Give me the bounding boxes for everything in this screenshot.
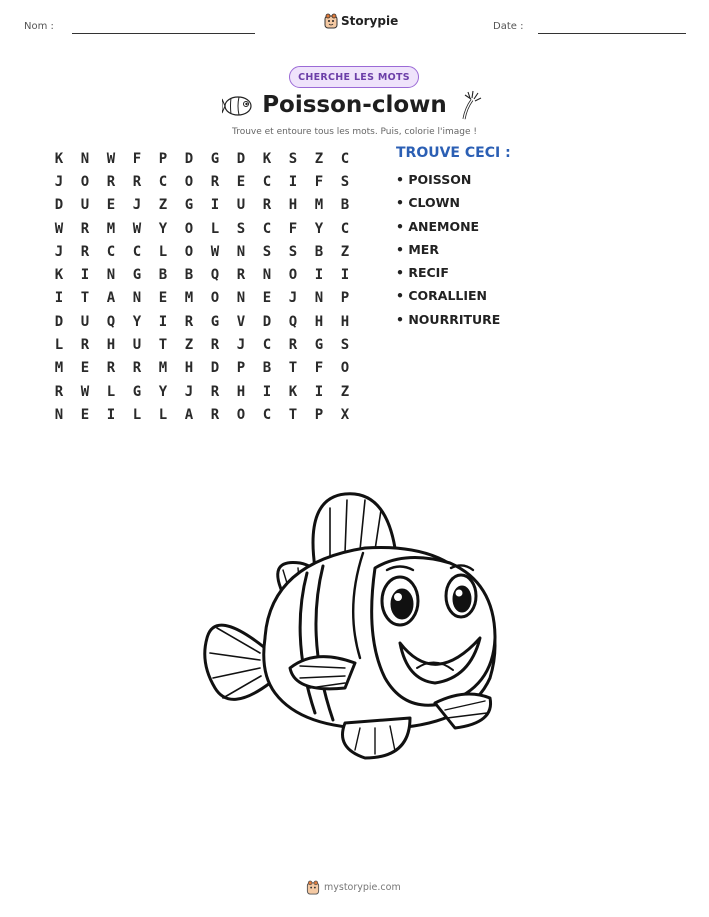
grid-cell[interactable]: L (210, 220, 220, 237)
grid-cell[interactable]: G (210, 150, 220, 167)
grid-cell[interactable]: P (158, 150, 168, 167)
grid-cell[interactable]: Z (340, 243, 350, 260)
grid-cell[interactable]: R (210, 173, 220, 190)
word-list-title: TROUVE CECI : (396, 145, 511, 161)
grid-cell[interactable]: E (236, 173, 246, 190)
grid-cell[interactable]: S (340, 173, 350, 190)
grid-cell[interactable]: K (54, 150, 64, 167)
grid-cell[interactable]: D (54, 313, 64, 330)
grid-cell[interactable]: N (80, 150, 90, 167)
grid-cell[interactable]: I (314, 267, 324, 284)
grid-cell[interactable]: Y (158, 220, 168, 237)
grid-cell[interactable]: N (106, 267, 116, 284)
grid-cell[interactable]: T (158, 337, 168, 354)
grid-cell[interactable]: C (262, 220, 272, 237)
grid-cell[interactable]: U (132, 337, 142, 354)
grid-cell[interactable]: T (288, 360, 298, 377)
brand-name: Storypie (341, 14, 399, 28)
grid-cell[interactable]: O (210, 290, 220, 307)
word-item: • ANEMONE (396, 218, 480, 234)
grid-cell[interactable]: X (340, 406, 350, 423)
grid-cell[interactable]: O (340, 360, 350, 377)
storypie-logo-icon (324, 13, 338, 29)
grid-cell[interactable]: E (262, 290, 272, 307)
footer (306, 880, 401, 895)
date-label: Date : (493, 21, 524, 32)
grid-cell[interactable]: M (54, 360, 64, 377)
grid-cell[interactable]: D (236, 150, 246, 167)
grid-cell[interactable]: B (184, 267, 194, 284)
grid-cell[interactable]: G (184, 197, 194, 214)
grid-cell[interactable]: D (54, 197, 64, 214)
grid-cell[interactable]: C (262, 406, 272, 423)
grid-cell[interactable]: S (236, 220, 246, 237)
grid-cell[interactable]: E (158, 290, 168, 307)
grid-cell[interactable]: E (106, 197, 116, 214)
grid-cell[interactable]: R (262, 197, 272, 214)
grid-cell[interactable]: U (80, 197, 90, 214)
grid-cell[interactable]: M (158, 360, 168, 377)
grid-cell[interactable]: Z (184, 337, 194, 354)
grid-cell[interactable]: J (184, 383, 194, 400)
grid-cell[interactable]: H (288, 197, 298, 214)
word-search-grid[interactable] (46, 147, 358, 427)
word-list (396, 171, 500, 334)
grid-cell[interactable]: R (106, 360, 116, 377)
grid-cell[interactable]: M (106, 220, 116, 237)
page-title: Poisson-clown (262, 92, 447, 118)
grid-cell[interactable]: Z (314, 150, 324, 167)
grid-cell[interactable]: R (236, 267, 246, 284)
grid-cell[interactable]: C (262, 337, 272, 354)
grid-cell[interactable]: O (184, 173, 194, 190)
grid-cell[interactable]: S (288, 243, 298, 260)
grid-cell[interactable]: H (236, 383, 246, 400)
grid-cell[interactable]: Y (314, 220, 324, 237)
grid-cell[interactable]: E (80, 406, 90, 423)
grid-cell[interactable]: N (54, 406, 64, 423)
grid-cell[interactable]: D (262, 313, 272, 330)
grid-cell[interactable]: R (80, 243, 90, 260)
grid-cell[interactable]: S (288, 150, 298, 167)
grid-cell[interactable]: P (340, 290, 350, 307)
grid-cell[interactable]: F (288, 220, 298, 237)
grid-cell[interactable]: C (106, 243, 116, 260)
grid-cell[interactable]: Q (288, 313, 298, 330)
grid-cell[interactable]: F (132, 150, 142, 167)
clownfish-coloring-illustration[interactable] (195, 488, 515, 768)
grid-cell[interactable]: L (158, 243, 168, 260)
grid-cell[interactable]: W (106, 150, 116, 167)
grid-cell[interactable]: R (184, 313, 194, 330)
grid-cell[interactable]: T (288, 406, 298, 423)
grid-cell[interactable]: I (314, 383, 324, 400)
grid-cell[interactable]: I (80, 267, 90, 284)
grid-cell[interactable]: N (236, 290, 246, 307)
grid-cell[interactable]: N (262, 267, 272, 284)
grid-cell[interactable]: Z (158, 197, 168, 214)
grid-cell[interactable]: R (80, 337, 90, 354)
grid-cell[interactable]: U (80, 313, 90, 330)
grid-cell[interactable]: O (80, 173, 90, 190)
grid-cell[interactable]: Y (158, 383, 168, 400)
footer-url[interactable]: mystorypie.com (324, 882, 401, 893)
grid-cell[interactable]: F (314, 360, 324, 377)
word-item: • MER (396, 241, 439, 257)
grid-cell[interactable]: K (262, 150, 272, 167)
grid-cell[interactable]: K (288, 383, 298, 400)
grid-cell[interactable]: D (210, 360, 220, 377)
grid-cell[interactable]: L (106, 383, 116, 400)
grid-cell[interactable]: N (132, 290, 142, 307)
grid-cell[interactable]: J (54, 243, 64, 260)
grid-cell[interactable]: M (314, 197, 324, 214)
grid-cell[interactable]: R (106, 173, 116, 190)
grid-cell[interactable]: S (340, 337, 350, 354)
grid-cell[interactable]: L (132, 406, 142, 423)
grid-cell[interactable]: R (80, 220, 90, 237)
word-item: • NOURRITURE (396, 311, 501, 327)
grid-cell[interactable]: Z (340, 383, 350, 400)
grid-cell[interactable]: W (132, 220, 142, 237)
grid-cell[interactable]: E (80, 360, 90, 377)
grid-cell[interactable]: L (54, 337, 64, 354)
grid-cell[interactable]: B (158, 267, 168, 284)
grid-cell[interactable]: R (132, 360, 142, 377)
grid-cell[interactable]: C (340, 150, 350, 167)
word-item: • POISSON (396, 172, 472, 187)
grid-cell[interactable]: H (184, 360, 194, 377)
grid-cell[interactable]: B (262, 360, 272, 377)
grid-cell[interactable]: J (132, 197, 142, 214)
grid-cell[interactable]: I (210, 197, 220, 214)
grid-cell[interactable]: P (236, 360, 246, 377)
grid-cell[interactable]: O (236, 406, 246, 423)
word-item: • RECIF (396, 265, 449, 281)
grid-cell[interactable]: Q (106, 313, 116, 330)
word-item: • CLOWN (396, 195, 460, 211)
grid-cell[interactable]: Y (132, 313, 142, 330)
grid-cell[interactable]: H (340, 313, 350, 330)
instructions: Trouve et entoure tous les mots. Puis, colorie l'image ! (232, 127, 477, 137)
name-field-line[interactable] (72, 33, 255, 34)
word-item: • CORALLIEN (396, 288, 488, 304)
grid-cell[interactable]: Q (210, 267, 220, 284)
grid-cell[interactable]: C (158, 173, 168, 190)
grid-cell[interactable]: I (262, 383, 272, 400)
grid-cell[interactable]: G (314, 337, 324, 354)
grid-cell[interactable]: C (262, 173, 272, 190)
grid-cell[interactable]: W (80, 383, 90, 400)
grid-cell[interactable]: W (210, 243, 220, 260)
grid-cell[interactable]: M (184, 290, 194, 307)
grid-cell[interactable]: J (54, 173, 64, 190)
grid-cell[interactable]: V (236, 313, 246, 330)
grid-cell[interactable]: P (314, 406, 324, 423)
grid-cell[interactable]: I (288, 173, 298, 190)
grid-cell[interactable]: I (106, 406, 116, 423)
grid-cell[interactable]: W (54, 220, 64, 237)
grid-cell[interactable]: H (106, 337, 116, 354)
grid-cell[interactable]: R (210, 406, 220, 423)
grid-cell[interactable]: G (132, 383, 142, 400)
grid-cell[interactable]: H (314, 313, 324, 330)
grid-cell[interactable]: I (158, 313, 168, 330)
grid-cell[interactable]: R (288, 337, 298, 354)
grid-cell[interactable]: N (236, 243, 246, 260)
grid-cell[interactable]: K (54, 267, 64, 284)
grid-cell[interactable]: I (54, 290, 64, 307)
grid-cell[interactable]: O (184, 220, 194, 237)
category-badge: CHERCHE LES MOTS (289, 66, 419, 88)
grid-cell[interactable]: I (340, 267, 350, 284)
grid-cell[interactable]: R (54, 383, 64, 400)
grid-cell[interactable]: N (314, 290, 324, 307)
grid-cell[interactable]: A (184, 406, 194, 423)
grid-cell[interactable]: L (158, 406, 168, 423)
anemone-icon (458, 90, 484, 120)
grid-cell[interactable]: U (236, 197, 246, 214)
grid-cell[interactable]: G (210, 313, 220, 330)
name-label: Nom : (24, 21, 54, 32)
grid-cell[interactable]: T (80, 290, 90, 307)
brand (324, 13, 398, 29)
grid-cell[interactable]: B (314, 243, 324, 260)
grid-cell[interactable]: C (340, 220, 350, 237)
grid-cell[interactable]: R (132, 173, 142, 190)
grid-cell[interactable]: R (210, 337, 220, 354)
grid-cell[interactable]: O (184, 243, 194, 260)
storypie-logo-icon (306, 880, 320, 895)
grid-cell[interactable]: C (132, 243, 142, 260)
grid-cell[interactable]: A (106, 290, 116, 307)
grid-cell[interactable]: B (340, 197, 350, 214)
grid-cell[interactable]: S (262, 243, 272, 260)
grid-cell[interactable]: D (184, 150, 194, 167)
grid-cell[interactable]: F (314, 173, 324, 190)
grid-cell[interactable]: G (132, 267, 142, 284)
grid-cell[interactable]: R (210, 383, 220, 400)
grid-cell[interactable]: O (288, 267, 298, 284)
grid-cell[interactable]: J (236, 337, 246, 354)
grid-cell[interactable]: J (288, 290, 298, 307)
date-field-line[interactable] (538, 33, 686, 34)
